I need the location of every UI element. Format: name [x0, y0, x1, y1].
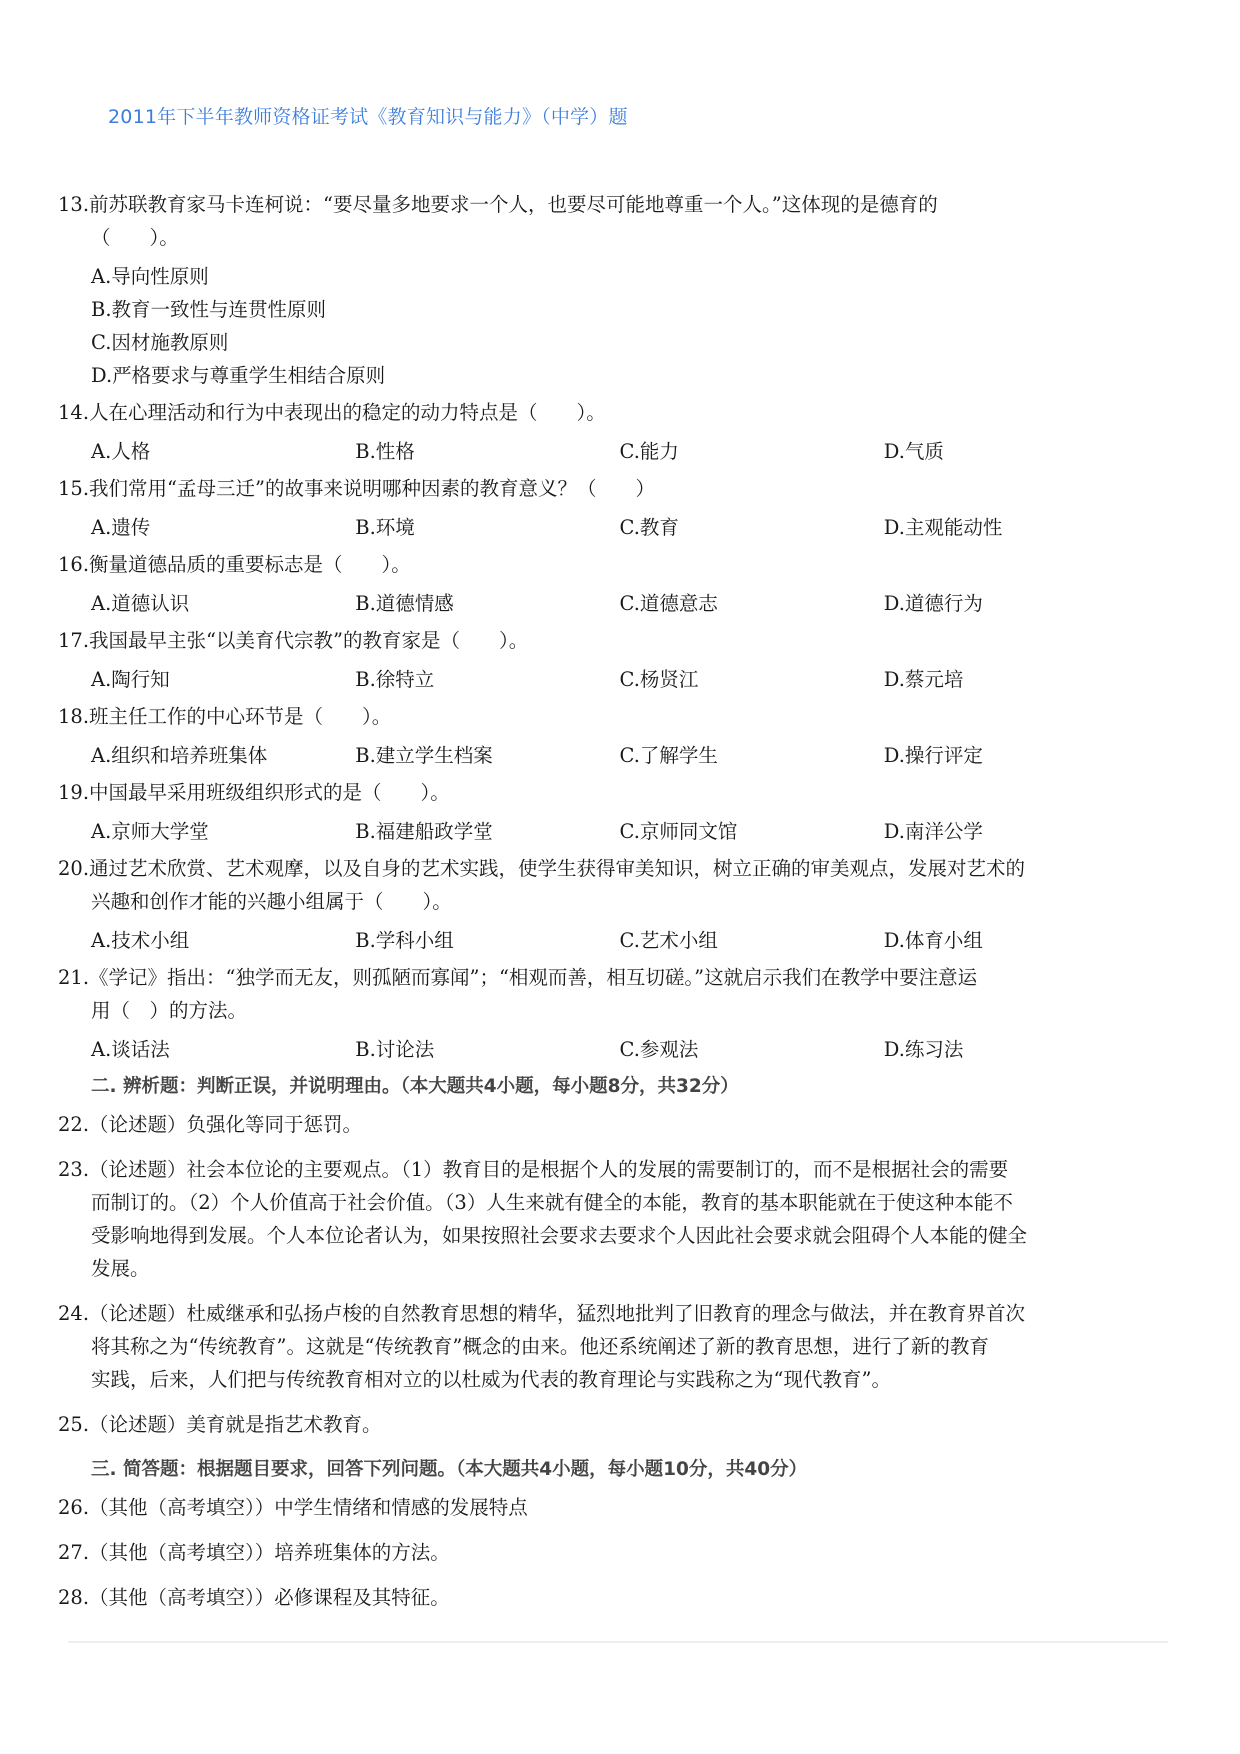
option-d: D.体育小组 — [883, 929, 983, 952]
option-d: D.严格要求与尊重学生相结合原则 — [91, 364, 386, 387]
options — [58, 815, 1148, 848]
options — [58, 587, 1148, 620]
question-number: 27. — [58, 1541, 90, 1564]
question-stem-cont: 兴趣和创作才能的兴趣小组属于（ ）。 — [91, 890, 452, 913]
option-a: A.人格 — [91, 440, 151, 463]
question-number: 19. — [58, 781, 90, 804]
question-20 — [58, 852, 1148, 957]
page-title: 2011年下半年教师资格证考试《教育知识与能力》（中学）题 — [108, 106, 628, 128]
section-heading-analysis: 二. 辨析题：判断正误，并说明理由。（本大题共4小题，每小题8分，共32分） — [91, 1076, 739, 1097]
question-stem: 我国最早主张“以美育代宗教”的教育家是（ ）。 — [89, 629, 529, 652]
option-a: A.京师大学堂 — [91, 820, 209, 843]
question-stem: 通过艺术欣赏、艺术观摩，以及自身的艺术实践，使学生获得审美知识，树立正确的审美观点，发展对艺术的 — [89, 857, 1026, 880]
question-text-line: 受影响地得到发展。个人本位论者认为，如果按照社会要求去要求个人因此社会要求就会阻碍个人本能的健全 — [91, 1224, 1028, 1247]
option-a: A.谈话法 — [91, 1038, 170, 1061]
option-c: C.了解学生 — [619, 744, 718, 767]
question-number: 15. — [58, 477, 90, 500]
question-number: 20. — [58, 857, 90, 880]
question-15 — [58, 472, 1148, 544]
option-b: B.建立学生档案 — [355, 744, 493, 767]
question-number: 18. — [58, 705, 90, 728]
options — [58, 739, 1148, 772]
question-text: （其他（高考填空））必修课程及其特征。 — [89, 1586, 450, 1609]
question-text: （其他（高考填空））中学生情绪和情感的发展特点 — [89, 1496, 528, 1519]
question-stem: 前苏联教育家马卡连柯说：“要尽量多地要求一个人，也要尽可能地尊重一个人。”这体现的是德育的 — [89, 193, 938, 216]
option-b: B.教育一致性与连贯性原则 — [91, 298, 327, 321]
option-a: A.技术小组 — [91, 929, 190, 952]
question-25 — [58, 1408, 1148, 1441]
section-heading-short-answer: 三. 简答题：根据题目要求，回答下列问题。（本大题共4小题，每小题10分，共40分） — [91, 1459, 808, 1480]
question-text-line: 而制订的。（2）个人价值高于社会价值。（3）人生来就有健全的本能，教育的基本职能就在于使这种本能不 — [91, 1191, 1013, 1214]
option-c: C.能力 — [619, 440, 679, 463]
question-number: 28. — [58, 1586, 90, 1609]
question-18 — [58, 700, 1148, 772]
question-28 — [58, 1581, 1148, 1614]
option-a: A.导向性原则 — [91, 265, 209, 288]
option-d: D.南洋公学 — [883, 820, 983, 843]
option-c: C.京师同文馆 — [619, 820, 738, 843]
option-a: A.遗传 — [91, 516, 151, 539]
question-number: 22. — [58, 1113, 90, 1136]
question-number: 14. — [58, 401, 90, 424]
question-23 — [58, 1153, 1148, 1285]
options — [58, 435, 1148, 468]
question-stem: 班主任工作的中心环节是（ ）。 — [89, 705, 392, 728]
question-stem: 衡量道德品质的重要标志是（ ）。 — [89, 553, 411, 576]
question-number: 17. — [58, 629, 90, 652]
options — [58, 663, 1148, 696]
options — [58, 924, 1148, 957]
option-d: D.蔡元培 — [883, 668, 964, 691]
option-b: B.学科小组 — [355, 929, 454, 952]
question-17 — [58, 624, 1148, 696]
question-number: 26. — [58, 1496, 90, 1519]
question-number: 16. — [58, 553, 90, 576]
option-d: D.操行评定 — [883, 744, 983, 767]
option-c: C.杨贤江 — [619, 668, 699, 691]
question-stem-cont: （ ）。 — [91, 226, 179, 249]
option-b: B.讨论法 — [355, 1038, 435, 1061]
question-22 — [58, 1108, 1148, 1141]
question-stem: 《学记》指出：“独学而无友，则孤陋而寡闻”；“相观而善，相互切磋。”这就启示我们在教学中要注意运 — [89, 966, 978, 989]
option-c: C.艺术小组 — [619, 929, 718, 952]
question-text: （论述题）社会本位论的主要观点。（1）教育目的是根据个人的发展的需要制订的，而不是根据社会的需要 — [89, 1158, 1009, 1181]
option-a: A.道德认识 — [91, 592, 190, 615]
option-d: D.练习法 — [883, 1038, 964, 1061]
question-stem: 中国最早采用班级组织形式的是（ ）。 — [89, 781, 450, 804]
question-27 — [58, 1536, 1148, 1569]
option-b: B.徐特立 — [355, 668, 435, 691]
option-a: A.组织和培养班集体 — [91, 744, 268, 767]
question-stem: 我们常用“孟母三迁”的故事来说明哪种因素的教育意义？（ ） — [89, 477, 655, 500]
question-14 — [58, 396, 1148, 468]
option-b: B.环境 — [355, 516, 415, 539]
option-c: C.参观法 — [619, 1038, 699, 1061]
footer-divider — [68, 1641, 1168, 1643]
options — [58, 511, 1148, 544]
exam-content — [58, 188, 1148, 1626]
question-26 — [58, 1491, 1148, 1524]
question-text: （论述题）杜威继承和弘扬卢梭的自然教育思想的精华，猛烈地批判了旧教育的理念与做法，并在教育界首次 — [89, 1302, 1026, 1325]
question-24 — [58, 1297, 1148, 1396]
question-number: 23. — [58, 1158, 90, 1181]
question-text-line: 发展。 — [91, 1257, 150, 1280]
option-a: A.陶行知 — [91, 668, 170, 691]
question-number: 25. — [58, 1413, 90, 1436]
question-text-line: 将其称之为“传统教育”。这就是“传统教育”概念的由来。他还系统阐述了新的教育思想，进行了新的教育 — [91, 1335, 989, 1358]
question-number: 24. — [58, 1302, 90, 1325]
option-c: C.因材施教原则 — [91, 331, 229, 354]
question-16 — [58, 548, 1148, 620]
question-number: 21. — [58, 966, 90, 989]
option-b: B.性格 — [355, 440, 415, 463]
question-number: 13. — [58, 193, 90, 216]
option-d: D.气质 — [883, 440, 944, 463]
question-text-line: 实践，后来，人们把与传统教育相对立的以杜威为代表的教育理论与实践称之为“现代教育”。 — [91, 1368, 891, 1391]
question-text: （论述题）美育就是指艺术教育。 — [89, 1413, 382, 1436]
question-21 — [58, 961, 1148, 1066]
question-13 — [58, 188, 1148, 392]
options — [58, 1033, 1148, 1066]
question-19 — [58, 776, 1148, 848]
option-c: C.教育 — [619, 516, 679, 539]
option-b: B.道德情感 — [355, 592, 454, 615]
question-text: （论述题）负强化等同于惩罚。 — [89, 1113, 363, 1136]
option-d: D.道德行为 — [883, 592, 983, 615]
question-text: （其他（高考填空））培养班集体的方法。 — [89, 1541, 450, 1564]
question-stem-cont: 用（ ）的方法。 — [91, 999, 248, 1022]
option-d: D.主观能动性 — [883, 516, 1003, 539]
options — [58, 260, 1148, 392]
question-stem: 人在心理活动和行为中表现出的稳定的动力特点是（ ）。 — [89, 401, 606, 424]
option-c: C.道德意志 — [619, 592, 718, 615]
option-b: B.福建船政学堂 — [355, 820, 493, 843]
